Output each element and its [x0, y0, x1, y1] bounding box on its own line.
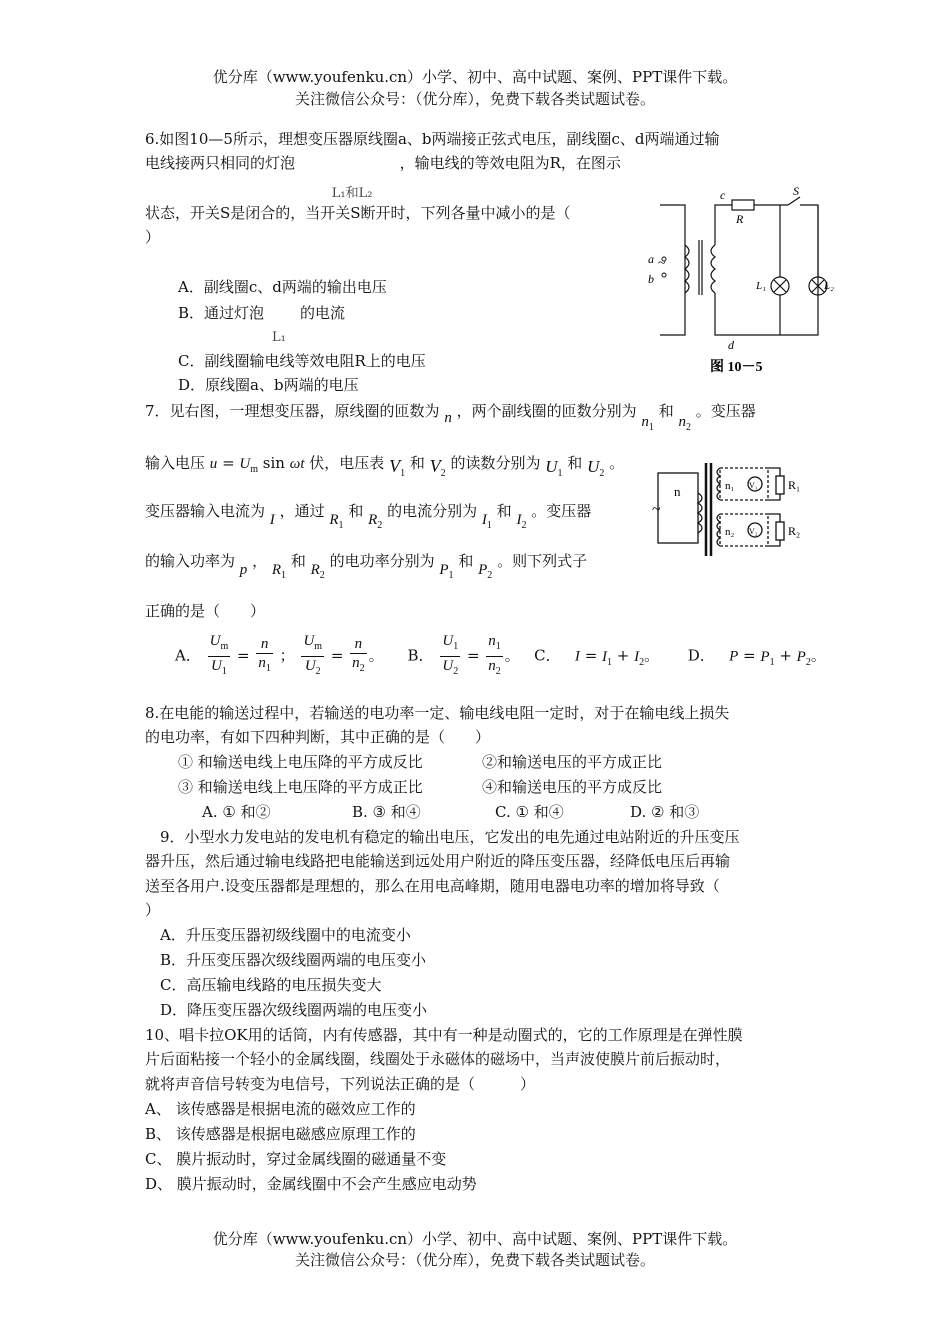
fig6-label-l2: L₂ [824, 280, 834, 292]
q7-fig-n2: n₂ [725, 526, 735, 538]
q7-line-4: 的输入功率为 p ， $R_1$ 和 $R_2$ 的电功率分别为 $P_1$ 和 $P_2$ 。则下列式子 [145, 552, 588, 581]
q9-option-a: A．升压变压器初级线圈中的电流变小 [160, 926, 411, 944]
q7-l4e: 和 [458, 552, 474, 570]
fig6-label-r: R [736, 212, 744, 226]
q7-l4a: 的输入功率为 [145, 552, 236, 570]
q8-statement-3: ③ 和输送电线上电压降的平方成正比 [178, 778, 423, 796]
q6-option-d: D．原线圈a、b两端的电压 [178, 376, 359, 394]
q7-l2b: 伏，电压表 [309, 454, 385, 472]
q7-l2f: 。 [609, 454, 625, 472]
q7-l3e: 和 [496, 502, 512, 520]
q8-option-a: A. ① 和② [202, 803, 271, 821]
q6-line-3: 状态，开关S是闭合的，当开关S断开时，下列各量中减小的是（ [145, 204, 571, 222]
q7-l4b: ， [252, 552, 268, 570]
q7-option-b-label: B． [407, 646, 434, 665]
resistor-r [732, 200, 754, 210]
q7-line-1: 7．见右图，一理想变压器，原线圈的匝数为 n ，两个副线圈的匝数分别为 $n_1$ 和 $n_2$ 。变压器 [145, 402, 756, 433]
q6-option-b-lamp: L₁ [272, 330, 286, 345]
q7-l2e: 和 [567, 454, 583, 472]
q8-option-d: D. ② 和③ [630, 803, 700, 821]
q10-option-d: D、 膜片振动时，金属线圈中不会产生感应电动势 [145, 1175, 477, 1193]
q9-line-2: 器升压，然后通过输电线路把电能输送到远处用户附近的降压变压器，经降低电压后再输 [145, 852, 731, 870]
q6-line-2b: ，输电线的等效电阻为R，在图示 [399, 154, 621, 172]
q7-l2d: 的读数分别为 [450, 454, 541, 472]
q10-option-c: C、 膜片振动时，穿过金属线圈的磁通量不变 [145, 1150, 447, 1168]
q10-line-1: 10、唱卡拉OK用的话筒，内有传感器，其中有一种是动圈式的，它的工作原理是在弹性膜 [145, 1026, 743, 1044]
q7-l4f: 。则下列式子 [497, 552, 588, 570]
q7-fig-n: n [674, 484, 681, 499]
q7-line-5: 正确的是（ ） [145, 602, 266, 620]
q9-option-c: C．高压输电线路的电压损失变大 [160, 976, 382, 994]
q8-line-2: 的电功率，有如下四种判断，其中正确的是（ ） [145, 728, 491, 746]
q7-option-d-dot: 。 [810, 646, 826, 665]
q7-options: A． $\frac{U_m}{U_1}$ = $\frac{n}{n_1}$ ； $\frac{U_m}{U_2}$ = $\frac{n}{n_2}$ 。 B． $\frac{U_1}{U_2}$ = $\frac{n_1}{n_2}$ 。 C． $I = I_1 + I_2$。 D． $P = P_1 + P_2$。 [175, 633, 826, 677]
fig6-label-c: c [720, 188, 726, 202]
q8-option-b: B. ③ 和④ [352, 803, 421, 821]
q7-option-a-sep: ； [279, 646, 295, 665]
q6-option-b [178, 302, 346, 345]
q6-line-1: 6.如图10—5所示，理想变压器原线圈a、b两端接正弦式电压，副线圈c、d两端通过输 [145, 130, 720, 148]
switch-s [788, 197, 800, 205]
q7-l4c: 和 [290, 552, 306, 570]
q7-l3c: 和 [348, 502, 364, 520]
fig6-label-d: d [728, 338, 734, 352]
q6-line-2a: 电线接两只相同的灯泡 [145, 154, 296, 172]
q7-option-d-label: D． [687, 646, 715, 665]
secondary-coil [711, 245, 715, 293]
q8-statement-2: ②和输送电压的平方成正比 [482, 753, 663, 771]
q8-line-1: 8.在电能的输送过程中，若输送的电功率一定、输电线电阻一定时，对于在输电线上损失 [145, 704, 730, 722]
q7-l3d: 的电流分别为 [387, 502, 478, 520]
fig6-label-b: b [648, 272, 654, 286]
q6-option-c: C．副线圈输电线等效电阻R上的电压 [178, 352, 426, 370]
q7-fig-r2: R₂ [788, 524, 801, 538]
q7-l4d: 的电功率分别为 [329, 552, 435, 570]
footer-line-2: 关注微信公众号：（优分库），免费下载各类试题试卷。 [294, 1251, 655, 1269]
q6-line-2 [145, 152, 621, 201]
fig6-label-a: a [648, 252, 654, 266]
fig6-ac-symbol: ~ [658, 256, 666, 271]
fig6-caption: 图 10－5 [710, 360, 763, 375]
footer-line-1: 优分库（www.youfenku.cn）小学、初中、高中试题、案例、PPT课件下载。 [212, 1230, 738, 1248]
q8-statement-4: ④和输送电压的平方成反比 [482, 778, 663, 796]
q9-line-1: 9．小型水力发电站的发电机有稳定的输出电压，它发出的电先通过电站附近的升压变压 [160, 828, 740, 846]
q8-statement-1: ① 和输送电线上电压降的平方成反比 [178, 753, 423, 771]
q10-option-b: B、 该传感器是根据电磁感应原理工作的 [145, 1125, 416, 1143]
q7-l1c: 和 [658, 402, 674, 420]
q10-line-2: 片后面粘接一个轻小的金属线圈，线圈处于永磁体的磁场中，当声波使膜片前后振动时， [145, 1050, 731, 1068]
q7-l1b: ，两个副线圈的匝数分别为 [456, 402, 637, 420]
q6-option-b-text: B．通过灯泡 [178, 304, 265, 322]
header-line-1: 优分库（www.youfenku.cn）小学、初中、高中试题、案例、PPT课件下载。 [212, 68, 738, 86]
q6-line-4: ） [145, 228, 161, 246]
q7-line-2: 输入电压 $u = U_m$ sin ωt 伏，电压表 $V_1$ 和 $V_2$ 的读数分别为 $U_1$ 和 $U_2$ 。 [145, 454, 625, 479]
q7-fig-v1: V₁ [749, 481, 758, 490]
q7-option-a-label: A． [175, 646, 201, 665]
fig6-label-l1: L₁ [756, 280, 766, 292]
q9-line-4: ） [145, 901, 161, 919]
figure-10-5 [640, 185, 840, 380]
q9-option-d: D．降压变压器次级线圈两端的电压变小 [160, 1001, 428, 1019]
q7-l1d: 。变压器 [695, 402, 756, 420]
q7-fig-n1: n₁ [725, 480, 735, 492]
fig6-label-s: S [793, 185, 799, 198]
q6-lamps-label: L₁和L₂ [331, 186, 373, 201]
q7-fig-r1: R₁ [788, 478, 801, 492]
q7-l2c: 和 [409, 454, 425, 472]
q7-l3a: 变压器输入电流为 [145, 502, 266, 520]
q7-fig-v2: V₂ [749, 527, 758, 536]
q7-option-b-dot: 。 [504, 646, 520, 665]
q7-option-a-dot: 。 [368, 646, 384, 665]
q7-option-c-label: C． [534, 646, 561, 665]
figure-q7-transformer [650, 458, 820, 558]
q7-line-3: 变压器输入电流为 I ，通过 $R_1$ 和 $R_2$ 的电流分别为 $I_1$ 和 $I_2$ 。变压器 [145, 502, 592, 531]
q7-fig-ac: ~ [652, 501, 661, 518]
q9-line-3: 送至各用户.设变压器都是理想的，那么在用电高峰期，随用电器电功率的增加将导致（ [145, 877, 720, 895]
q10-option-a: A、 该传感器是根据电流的磁效应工作的 [145, 1100, 416, 1118]
q7-l1a: 7．见右图，一理想变压器，原线圈的匝数为 [145, 402, 440, 420]
q7-l3b: ，通过 [279, 502, 325, 520]
q10-line-3: 就将声音信号转变为电信号，下列说法正确的是（ ） [145, 1075, 536, 1093]
q7-option-c-dot: 。 [644, 646, 660, 665]
q6-option-a: A．副线圈c、d两端的输出电压 [178, 278, 387, 296]
q8-option-c: C. ① 和④ [495, 803, 564, 821]
q9-option-b: B．升压变压器次级线圈两端的电压变小 [160, 951, 427, 969]
q7-l3f: 。变压器 [531, 502, 592, 520]
header-line-2: 关注微信公众号：（优分库），免费下载各类试题试卷。 [294, 90, 655, 108]
q6-option-b-text-2: 的电流 [300, 304, 346, 322]
q7-l2a: 输入电压 [145, 454, 206, 472]
